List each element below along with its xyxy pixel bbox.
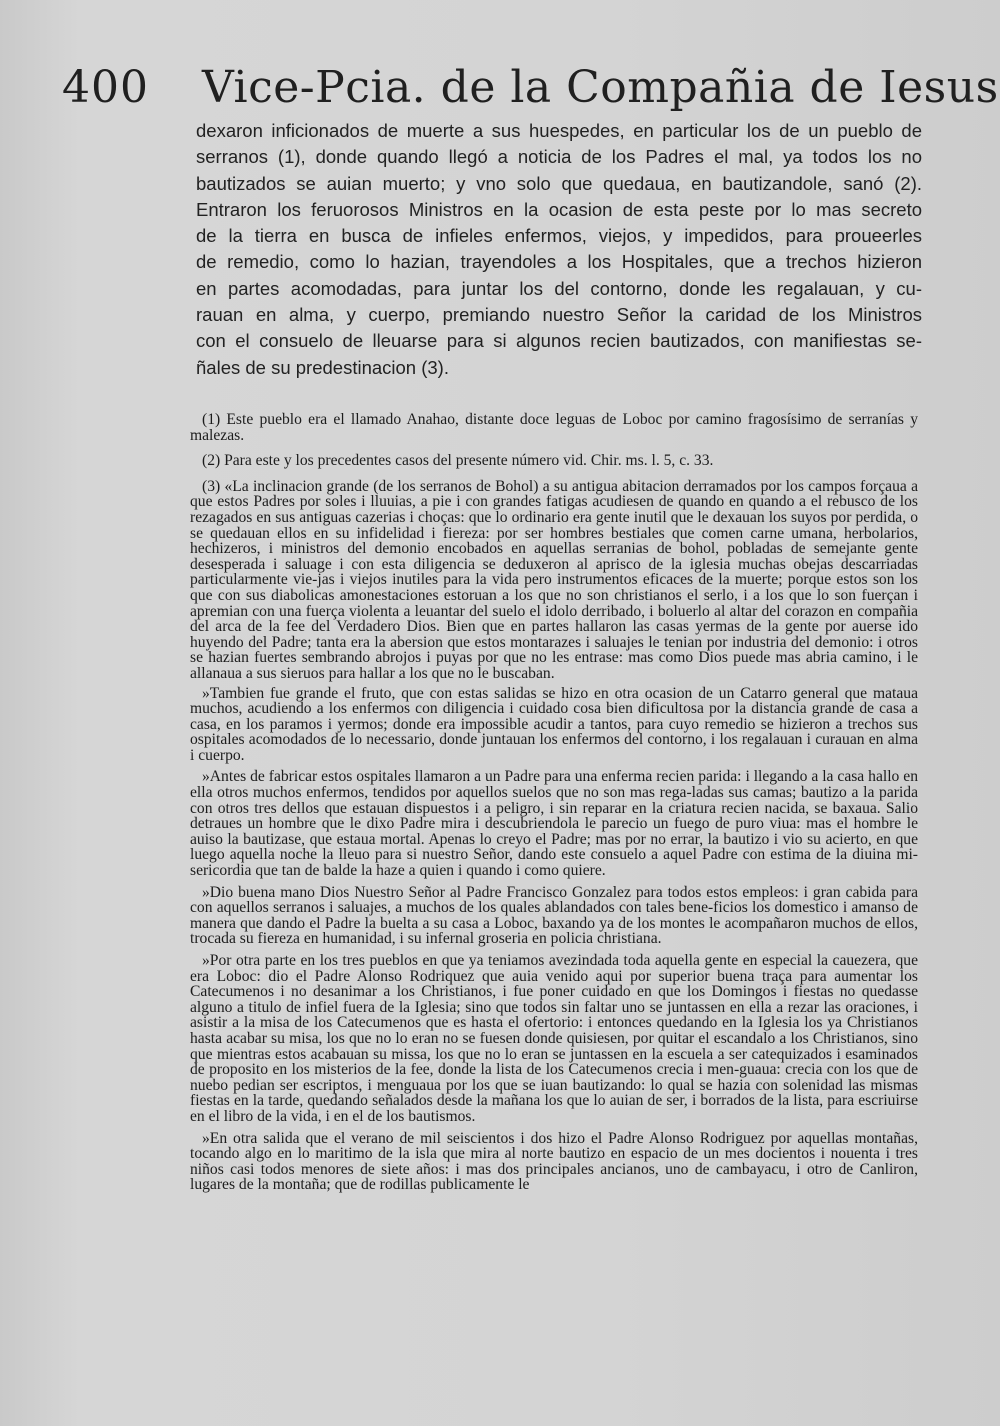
- footnote-2: (2) Para este y los precedentes casos del presente número vid. Chir. ms. l. 5, c. 33.: [202, 452, 714, 470]
- main-text-line: dexaron inficionados de muerte a sus huespedes, en particular los de un pueblo de: [196, 120, 922, 141]
- running-head: Vice-Pcia. de la Compañia de Iesus: [202, 62, 999, 113]
- footnote-3-paragraph: »Antes de fabricar estos ospitales llamaron a un Padre para una enferma recien parida: i llegando a la casa hallo en ella otros muchos enfermos, tendidos por aquellos suelos que no son mas rega-ladas sus camas; bautizo a la parida con otros tres dellos que estauan dispuestos i a peligro, i sin reparar en la criatura recien nacida, se baxaua. Salio detraues un hombre que le dixo Padre mira i descubriendola le parecio un fuego de puro viua: mas el hombre le auiso la bautizase, que estaua mortal. Apenas lo creyo el Padre; mas por no errar, la bautizo i vio su acierto, en que luego aquella noche la lleuo para si nuestro Señor, dando este consuelo a aquel Padre con estima de la diuina mi-sericordia que tan de balde la haze a quien i quando i como quiere.: [190, 768, 918, 880]
- footnote-3-paragraph: »En otra salida que el verano de mil seiscientos i dos hizo el Padre Alonso Rodriguez por aquellas montañas, tocando algo en lo maritimo de la isla que mira al norte bautizo en espacio de un mes docientos i nouenta i tres niños casi todos menores de siete años: i mas dos principales ancianos, uno de cambayacu, i otro de Canliron, lugares de la montaña; que de rodillas publicamente le: [190, 1129, 918, 1194]
- main-text-line: bautizados se auian muerto; y vno solo que quedaua, en bautizandole, sanó (2).: [196, 172, 922, 194]
- main-text-line: rauan en alma, y cuerpo, premiando nuestro Señor la caridad de los Ministros: [196, 304, 922, 326]
- page-number: 400: [62, 62, 149, 113]
- footnotes: [190, 412, 918, 1199]
- footnote-3-paragraph: (3) «La inclinacion grande (de los serranos de Bohol) a su antigua abitacion derramados por los campos forçaua a que estos Padres por soles i lluuias, a pie i con grandes fatigas acudiesen de quando en quando a el rebusco de los rezagados en sus antiguas cazerias i choças: que lo ordinario era gente inutil que le dexauan los suyos por perdida, o se quedauan ellos en su infidelidad i fiereza: por ser hombres bestiales que comen carne umana, herbolarios, hechizeros, i ministros del demonio encobados en aquellas serranias de bohol, pobladas de semejante gente desesperada i saluage i con esta diligencia se deduxeron al aprisco de la iglesia muchas obejas descarriadas particularmente vie-jas i viejos inutiles para la vida pero instrumentos eficaces de la muerte; porque estos son los que con sus diabolicas amonestaciones estoruan a los que no son christianos el serlo, i a los que lo son fuerçan i apremian con una fuerça violenta a leuantar del suelo el idolo derribado, i boluerlo al altar del corazon en compañia del arca de la fee del Verdadero Dios. Bien que en partes hallaron las casas yermas de la gente por auerse ido huyendo del Padre; tanta era la abersion que estos montarazes i saluajes le tenian por industria del demonio: i otros se hazian fuertes sembrando abrojos i puyas por que no les entrase: mas como Dios puede mas abria camino, i le allanaua a sus sieruos para hallar a los que no le buscaban.: [190, 477, 918, 682]
- main-text-line: en partes acomodadas, para juntar los del contorno, donde les regalauan, y cu-: [196, 277, 922, 299]
- footnote-1: (1) Este pueblo era el llamado Anahao, distante doce leguas de Loboc por camino fragosísimo de serranías y malezas.: [190, 411, 918, 444]
- main-text-line: de la tierra en busca de infieles enfermos, viejos, y impedidos, para proueerles: [196, 225, 922, 247]
- footnote-3-paragraph: »Por otra parte en los tres pueblos en que ya teniamos avezindada toda aquella gente en especial la cauezera, que era Loboc: dio el Padre Alonso Rodriquez que auia venido aqui por superior buena traça para aumentar los Catecumenos i no desanimar a los Christianos, i fue poner cuidado en que los Domingos i fiestas no quedasse alguno a titulo de infiel fuera de la Iglesia; sino que todos sin faltar uno se juntassen en ella a rezar las oraciones, i asistir a la misa de los Catecumenos que es hasta el ofertorio: i entonces quedando en la Iglesia los ya Christianos hasta acabar su misa, los que no lo eran no se fuesen donde quisiesen, por quitar el escandalo a los Christianos, sino que mientras estos acabauan su missa, los que no lo eran se juntassen en la escuela a ser catequizados i esaminados de proposito en los misterios de la fee, donde la lista de los Catecumenos crecia i men-guaua: crecia con los que de nuebo pedian ser escriptos, i menguaua por los que se iuan bautizando: lo qual se hazia con solenidad las mismas fiestas en la tarde, quedando señalados desde la mañana los que lo auian de ser, i borrados de la lista, para escriuirse en el libro de la vida, i en el de los bautismos.: [190, 952, 918, 1125]
- main-text-line: Entraron los feruorosos Ministros en la ocasion de esta peste por lo mas secreto: [196, 198, 922, 220]
- footnote-3-paragraph: »Dio buena mano Dios Nuestro Señor al Padre Francisco Gonzalez para todos estos empleos: i gran cabida para con aquellos serranos i saluajes, a muchos de los quales ablandados con tales bene-ficios los domestico i amanso de manera que dando el Padre la buelta a su casa a Loboc, baxando ya de los montes le acompañaron muchos de ellos, trocada su fiereza en humanidad, i su infernal groseria en policia christiana.: [190, 883, 918, 948]
- main-text-line: serranos (1), donde quando llegó a noticia de los Padres el mal, ya todos los no: [196, 146, 922, 168]
- main-text-line: ñales de su predestinacion (3).: [196, 356, 449, 378]
- main-text-line: con el consuelo de lleuarse para si algunos recien bautizados, con manifiestas se-: [196, 330, 922, 352]
- main-text: [196, 118, 922, 381]
- footnote-3-paragraph: »Tambien fue grande el fruto, que con estas salidas se hizo en otra ocasion de un Catarro general que mataua muchos, acudiendo a los enfermos con diligencia i cuidado cosa bien dificultosa por la distancia grande de casa a casa, en los paramos i yermos; donde era impossible acudir a tantos, para cuyo remedio se hizieron a trechos sus ospitales acomodados de lo necessario, donde juntauan los enfermos del contorno, i los regalauan i curauan en alma i cuerpo.: [190, 684, 918, 764]
- page-header: [62, 62, 999, 122]
- main-text-line: de remedio, como lo hazian, trayendoles a los Hospitales, que a trechos hizieron: [196, 251, 922, 273]
